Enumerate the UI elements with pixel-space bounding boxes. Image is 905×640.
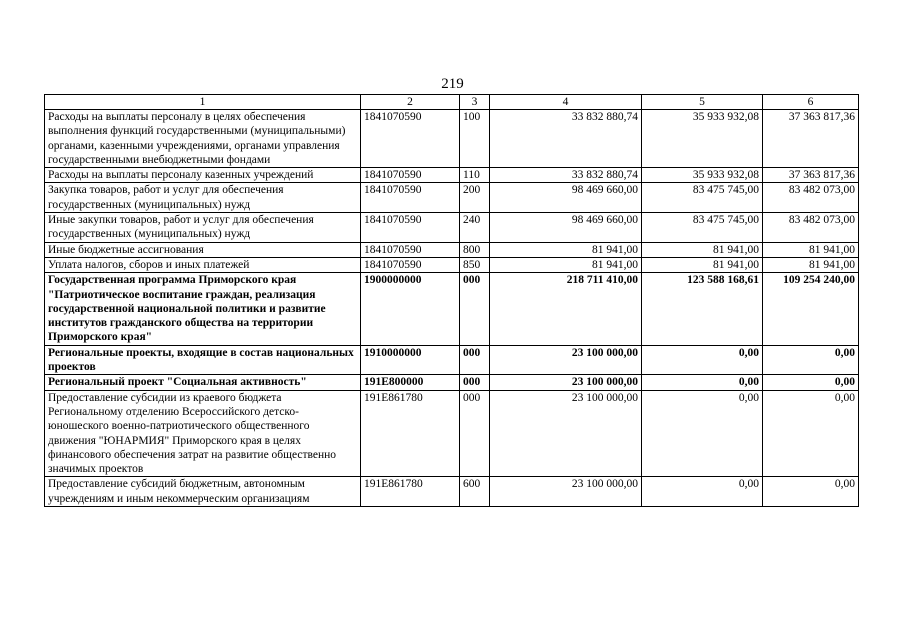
- row-value-col6: 81 941,00: [763, 242, 859, 257]
- header-cell: 2: [361, 95, 460, 110]
- header-cell: 6: [763, 95, 859, 110]
- page-number: 219: [441, 76, 464, 92]
- row-code: 191E800000: [361, 375, 460, 390]
- row-type: 600: [460, 477, 490, 507]
- row-value-col5: 0,00: [642, 345, 763, 375]
- row-code: 191E861780: [361, 477, 460, 507]
- row-type: 000: [460, 345, 490, 375]
- row-value-col4: 98 469 660,00: [490, 213, 642, 243]
- row-value-col6: 81 941,00: [763, 257, 859, 272]
- row-type: 850: [460, 257, 490, 272]
- row-type: 800: [460, 242, 490, 257]
- row-type: 110: [460, 168, 490, 183]
- header-row: [45, 95, 859, 110]
- table-row: [45, 168, 859, 183]
- row-code: 1841070590: [361, 213, 460, 243]
- row-value-col6: 37 363 817,36: [763, 168, 859, 183]
- row-name: Расходы на выплаты персоналу в целях обеспечения выполнения функций государственными (муниципальными) органами, казенными учреждениями, органами управления государственными внебюджетными фондами: [45, 110, 361, 168]
- row-value-col5: 0,00: [642, 390, 763, 477]
- row-type: 000: [460, 375, 490, 390]
- row-name: Предоставление субсидии из краевого бюджета Региональному отделению Всероссийского детско-юношеского военно-патриотического общественного движения "ЮНАРМИЯ" Приморского края в целях финансового обеспечения затрат на развитие общественно значимых проектов: [45, 390, 361, 477]
- row-name: Уплата налогов, сборов и иных платежей: [45, 257, 361, 272]
- header-cell: 4: [490, 95, 642, 110]
- row-type: 000: [460, 273, 490, 345]
- table-row: [45, 345, 859, 375]
- row-code: 1910000000: [361, 345, 460, 375]
- budget-table: [44, 94, 859, 507]
- row-value-col5: 123 588 168,61: [642, 273, 763, 345]
- table-row: [45, 110, 859, 168]
- row-value-col6: 83 482 073,00: [763, 213, 859, 243]
- row-value-col6: 0,00: [763, 345, 859, 375]
- row-value-col5: 0,00: [642, 375, 763, 390]
- row-code: 1841070590: [361, 168, 460, 183]
- row-value-col4: 33 832 880,74: [490, 110, 642, 168]
- table-row: [45, 273, 859, 345]
- row-code: 1841070590: [361, 257, 460, 272]
- row-value-col6: 0,00: [763, 390, 859, 477]
- row-value-col4: 23 100 000,00: [490, 477, 642, 507]
- row-value-col5: 83 475 745,00: [642, 213, 763, 243]
- row-type: 000: [460, 390, 490, 477]
- row-value-col4: 33 832 880,74: [490, 168, 642, 183]
- row-value-col6: 0,00: [763, 375, 859, 390]
- row-value-col4: 23 100 000,00: [490, 390, 642, 477]
- row-value-col6: 109 254 240,00: [763, 273, 859, 345]
- row-value-col4: 98 469 660,00: [490, 183, 642, 213]
- row-name: Расходы на выплаты персоналу казенных учреждений: [45, 168, 361, 183]
- row-name: Региональный проект "Социальная активность": [45, 375, 361, 390]
- row-type: 240: [460, 213, 490, 243]
- row-value-col5: 35 933 932,08: [642, 110, 763, 168]
- row-value-col5: 83 475 745,00: [642, 183, 763, 213]
- row-value-col6: 83 482 073,00: [763, 183, 859, 213]
- row-code: 1900000000: [361, 273, 460, 345]
- row-type: 200: [460, 183, 490, 213]
- row-value-col5: 81 941,00: [642, 242, 763, 257]
- table-row: [45, 477, 859, 507]
- row-name: Закупка товаров, работ и услуг для обеспечения государственных (муниципальных) нужд: [45, 183, 361, 213]
- row-code: 1841070590: [361, 242, 460, 257]
- row-value-col5: 0,00: [642, 477, 763, 507]
- row-value-col4: 23 100 000,00: [490, 375, 642, 390]
- table-row: [45, 390, 859, 477]
- header-cell: 1: [45, 95, 361, 110]
- table-row: [45, 213, 859, 243]
- row-code: 1841070590: [361, 183, 460, 213]
- row-code: 1841070590: [361, 110, 460, 168]
- header-cell: 5: [642, 95, 763, 110]
- header-cell: 3: [460, 95, 490, 110]
- row-value-col4: 81 941,00: [490, 257, 642, 272]
- table-row: [45, 375, 859, 390]
- row-value-col5: 35 933 932,08: [642, 168, 763, 183]
- row-name: Региональные проекты, входящие в состав национальных проектов: [45, 345, 361, 375]
- row-name: Иные бюджетные ассигнования: [45, 242, 361, 257]
- row-value-col4: 81 941,00: [490, 242, 642, 257]
- row-type: 100: [460, 110, 490, 168]
- row-code: 191E861780: [361, 390, 460, 477]
- table-body: [45, 95, 859, 507]
- row-value-col5: 81 941,00: [642, 257, 763, 272]
- row-value-col6: 37 363 817,36: [763, 110, 859, 168]
- table-row: [45, 242, 859, 257]
- row-name: Предоставление субсидий бюджетным, автономным учреждениям и иным некоммерческим организациям: [45, 477, 361, 507]
- table-row: [45, 257, 859, 272]
- row-value-col6: 0,00: [763, 477, 859, 507]
- row-name: Государственная программа Приморского края "Патриотическое воспитание граждан, реализация государственной национальной политики и развитие институтов гражданского общества на территории Приморского края": [45, 273, 361, 345]
- table-row: [45, 183, 859, 213]
- row-name: Иные закупки товаров, работ и услуг для обеспечения государственных (муниципальных) нужд: [45, 213, 361, 243]
- row-value-col4: 23 100 000,00: [490, 345, 642, 375]
- row-value-col4: 218 711 410,00: [490, 273, 642, 345]
